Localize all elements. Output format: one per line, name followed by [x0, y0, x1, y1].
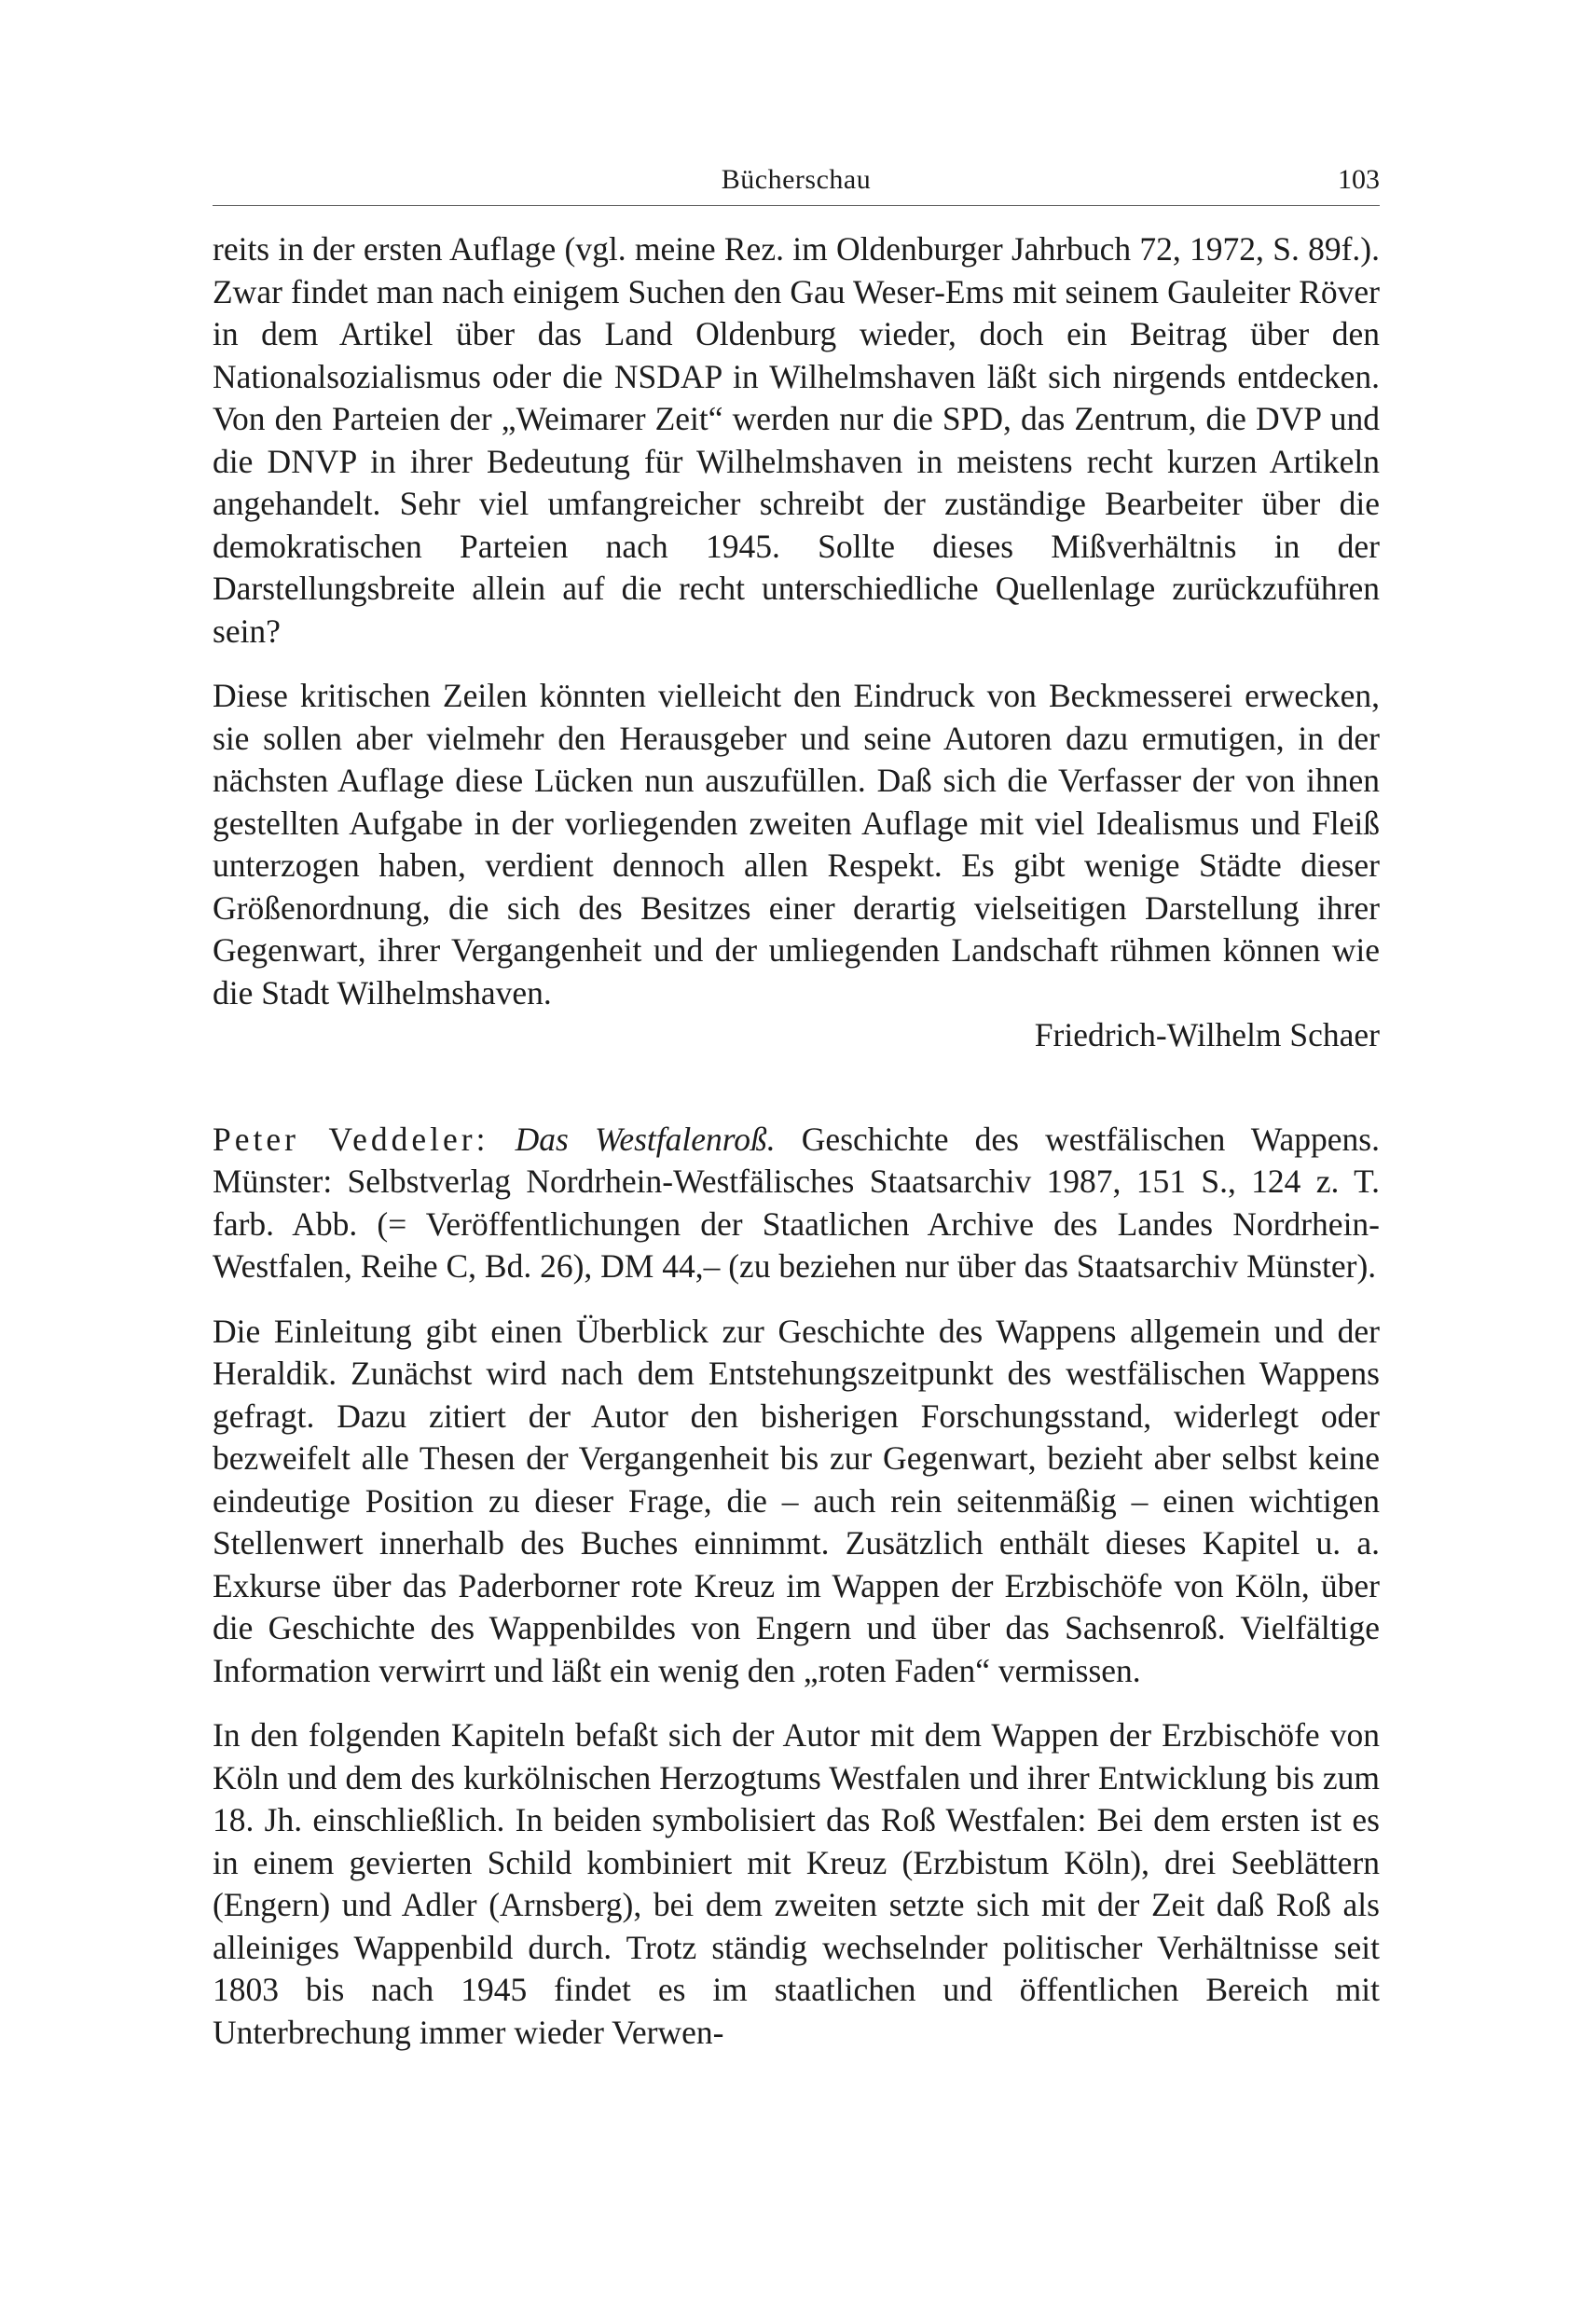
review-separator-space [213, 1057, 1380, 1119]
review1-paragraph-2: Diese kritischen Zeilen könnten vielleicht den Eindruck von Beckmesserei erwecken, sie sollen aber vielmehr den Herausgeber und seine Autoren dazu ermutigen, in der nächsten Auflage diese Lücken nun auszufüllen. Daß sich die Verfasser der von ihnen gestellten Aufgabe in der vorliegenden zweiten Auflage mit viel Idealismus und Fleiß unterzogen haben, verdient dennoch allen Respekt. Es gibt wenige Städte dieser Größenordnung, die sich des Besitzes einer derartig vielseitigen Darstellung ihrer Gegenwart, ihrer Vergangenheit und der umliegenden Landschaft rühmen können wie die Stadt Wilhelmshaven. [213, 677, 1380, 1012]
review2-book-title: Das Westfalenroß. [515, 1120, 776, 1158]
review-wilhelmshaven [213, 228, 1380, 1057]
book-page [213, 149, 1380, 2076]
running-title: Bücherschau [721, 164, 872, 195]
review2-author: Peter Veddeler: [213, 1120, 489, 1158]
review2-citation [213, 1119, 1380, 1288]
review2-citation-details: Geschichte des westfälischen Wappens. Münster: Selbstverlag Nordrhein-Westfälisches Staatsarchiv 1987, 151 S., 124 z. T. farb. Abb. (= Veröffentlichungen der Staatlichen Archive des Landes Nordrhein-Westfalen, Reihe C, Bd. 26), DM 44,– (zu beziehen nur über das Staatsarchiv Münster). [213, 1120, 1380, 1285]
review-westfalenross [213, 1119, 1380, 2055]
review2-paragraph-1: Die Einleitung gibt einen Überblick zur Geschichte des Wappens allgemein und der Heraldik. Zunächst wird nach dem Entstehungszeitpunkt des westfälischen Wappens gefragt. Dazu zitiert der Autor den bisherigen Forschungsstand, widerlegt oder bezweifelt alle Thesen der Vergangenheit bis zur Gegenwart, bezieht aber selbst keine eindeutige Position zu dieser Frage, die – auch rein seitenmäßig – einen wichtigen Stellenwert innerhalb des Buches einnimmt. Zusätzlich enthält dieses Kapitel u. a. Exkurse über das Paderborner rote Kreuz im Wappen der Erzbischöfe von Köln, über die Geschichte des Wappenbildes von Engern und über das Sachsenroß. Vielfältige Information verwirrt und läßt ein wenig den „roten Faden“ vermissen. [213, 1312, 1380, 1689]
review1-signature: Friedrich-Wilhelm Schaer [1034, 1016, 1380, 1053]
page-body [213, 228, 1380, 2054]
running-header [213, 149, 1380, 206]
page-number: 103 [1338, 164, 1380, 195]
review2-paragraph-2: In den folgenden Kapiteln befaßt sich der Autor mit dem Wappen der Erzbischöfe von Köln und dem des kurkölnischen Herzogtums Westfalen und ihrer Entwicklung bis zum 18. Jh. einschließlich. In beiden symbolisiert das Roß Westfalen: Bei dem ersten ist es in einem gevierten Schild kombiniert mit Kreuz (Erzbistum Köln), drei Seeblättern (Engern) und Adler (Arnsberg), bei dem zweiten setzte sich mit der Zeit daß Roß als alleiniges Wappenbild durch. Trotz ständig wechselnder politischer Verhältnisse seit 1803 bis nach 1945 findet es im staatlichen und öffentlichen Bereich mit Unterbrechung immer wieder Verwen- [213, 1716, 1380, 2051]
review1-paragraph-1: reits in der ersten Auflage (vgl. meine Rez. im Oldenburger Jahrbuch 72, 1972, S. 89f.). Zwar findet man nach einigem Suchen den Gau Weser-Ems mit seinem Gauleiter Röver in dem Artikel über das Land Oldenburg wieder, doch ein Beitrag über den Nationalsozialismus oder die NSDAP in Wilhelmshaven läßt sich nirgends entdecken. Von den Parteien der „Weimarer Zeit“ werden nur die SPD, das Zentrum, die DVP und die DNVP in ihrer Bedeutung für Wilhelmshaven in meistens recht kurzen Artikeln angehandelt. Sehr viel umfangreicher schreibt der zuständige Bearbeiter über die demokratischen Parteien nach 1945. Sollte dieses Mißverhältnis in der Darstellungsbreite allein auf die recht unterschiedliche Quellenlage zurückzuführen sein? [213, 230, 1380, 650]
